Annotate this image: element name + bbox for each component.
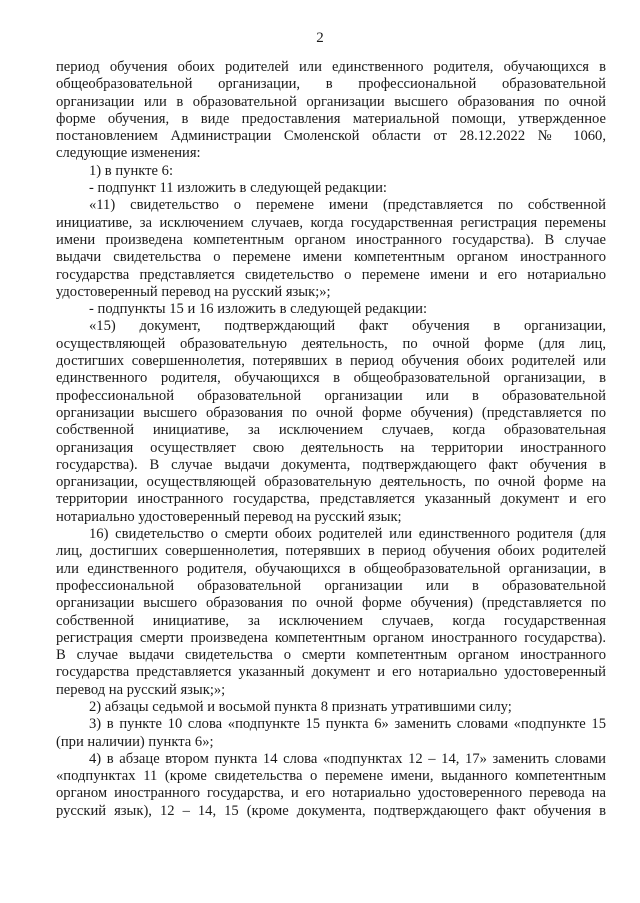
text-line: органом иностранного государства, и его нотариально удостоверенного перевода на [56, 785, 606, 802]
text-line: инициативе, за исключением случаев, когда государственная регистрация перемены [56, 214, 606, 231]
text-line: форме обучения, в виде предоставления материальной помощи, утвержденное [56, 110, 606, 127]
text-line: лиц, достигших совершеннолетия, потерявших в период обучения обоих родителей [56, 543, 606, 560]
text-line: 3) в пункте 10 слова «подпункте 15 пункта 6» заменить словами «подпункте 15 [89, 716, 606, 733]
text-line: «11) свидетельство о перемене имени (представляется по собственной [89, 197, 606, 214]
text-line: (при наличии) пункта 6»; [56, 733, 214, 750]
text-line: или единственного родителя, обучающихся в общеобразовательной организации, в [56, 560, 606, 577]
page-number: 2 [316, 30, 324, 46]
text-line: 4) в абзаце втором пункта 14 слова «подпунктах 12 – 14, 17» заменить словами [89, 750, 606, 767]
text-line: постановлением Администрации Смоленской области от 28.12.2022 № 1060, [56, 128, 606, 145]
text-line: собственной инициативе, за исключением случаев, когда государственная [56, 612, 606, 629]
text-line: единственного родителя, обучающихся в общеобразовательной организации, в [56, 370, 606, 387]
text-line: 16) свидетельство о смерти обоих родителей или единственного родителя (для [89, 526, 606, 543]
text-line: организации, осуществляющей образовательную деятельность, по очной форме на [56, 474, 606, 491]
text-line: общеобразовательной организации, в профессиональной образовательной [56, 76, 606, 93]
text-line: - подпункты 15 и 16 изложить в следующей редакции: [89, 301, 428, 318]
text-line: организации высшего образования по очной форме обучения) (представляется по [56, 404, 606, 421]
text-line: организация осуществляет свою деятельность на территории иностранного [56, 439, 606, 456]
text-line: профессиональной образовательной организации или в образовательной [56, 387, 606, 404]
text-line: осуществляющей образовательную деятельность, по очной форме (для лиц, [56, 335, 606, 352]
text-line: имени произведена компетентным органом иностранного государства). В случае [56, 231, 606, 248]
text-line: «15) документ, подтверждающий факт обучения в организации, [89, 318, 606, 335]
text-line: 1) в пункте 6: [89, 162, 174, 179]
text-line: государства). В случае выдачи документа, подтверждающего факт обучения в [56, 456, 606, 473]
text-line: следующие изменения: [56, 145, 201, 162]
text-line: нотариально удостоверенный перевод на русский язык; [56, 508, 402, 525]
text-line: собственной инициативе, за исключением случаев, когда образовательная [56, 422, 606, 439]
text-line: период обучения обоих родителей или единственного родителя, обучающихся в [56, 59, 606, 75]
text-line: государства представляется указанный документ и его нотариально удостоверенный [56, 664, 606, 681]
text-line: регистрация смерти произведена компетентным органом иностранного государства). [56, 629, 606, 646]
text-line: - подпункт 11 изложить в следующей редакции: [89, 180, 387, 197]
text-line: территории иностранного государства, представляется указанный документ и его [56, 491, 606, 508]
text-line: организации высшего образования по очной форме обучения) (представляется по [56, 595, 606, 612]
text-line: русский язык), 12 – 14, 15 (кроме документа, подтверждающего факт обучения в [56, 802, 606, 819]
text-line: В случае выдачи свидетельства о смерти компетентным органом иностранного [56, 647, 606, 664]
text-line: перевод на русский язык;»; [56, 681, 226, 698]
text-line: государства представляется свидетельство о перемене имени и его нотариально [56, 266, 606, 283]
text-line: 2) абзацы седьмой и восьмой пункта 8 признать утратившими силу; [89, 698, 512, 715]
text-line: организации или в образовательной организации высшего образования по очной [56, 93, 606, 110]
text-line: выдачи свидетельства о перемене имени компетентным органом иностранного [56, 249, 606, 266]
text-line: удостоверенный перевод на русский язык;»; [56, 283, 331, 300]
text-line: «подпунктах 11 (кроме свидетельства о перемене имени, выданного компетентным [56, 768, 606, 785]
document-body [56, 59, 606, 820]
text-line: профессиональной образовательной организации или в образовательной [56, 577, 606, 594]
text-line: достигших совершеннолетия, потерявших в период обучения обоих родителей или [56, 353, 606, 370]
